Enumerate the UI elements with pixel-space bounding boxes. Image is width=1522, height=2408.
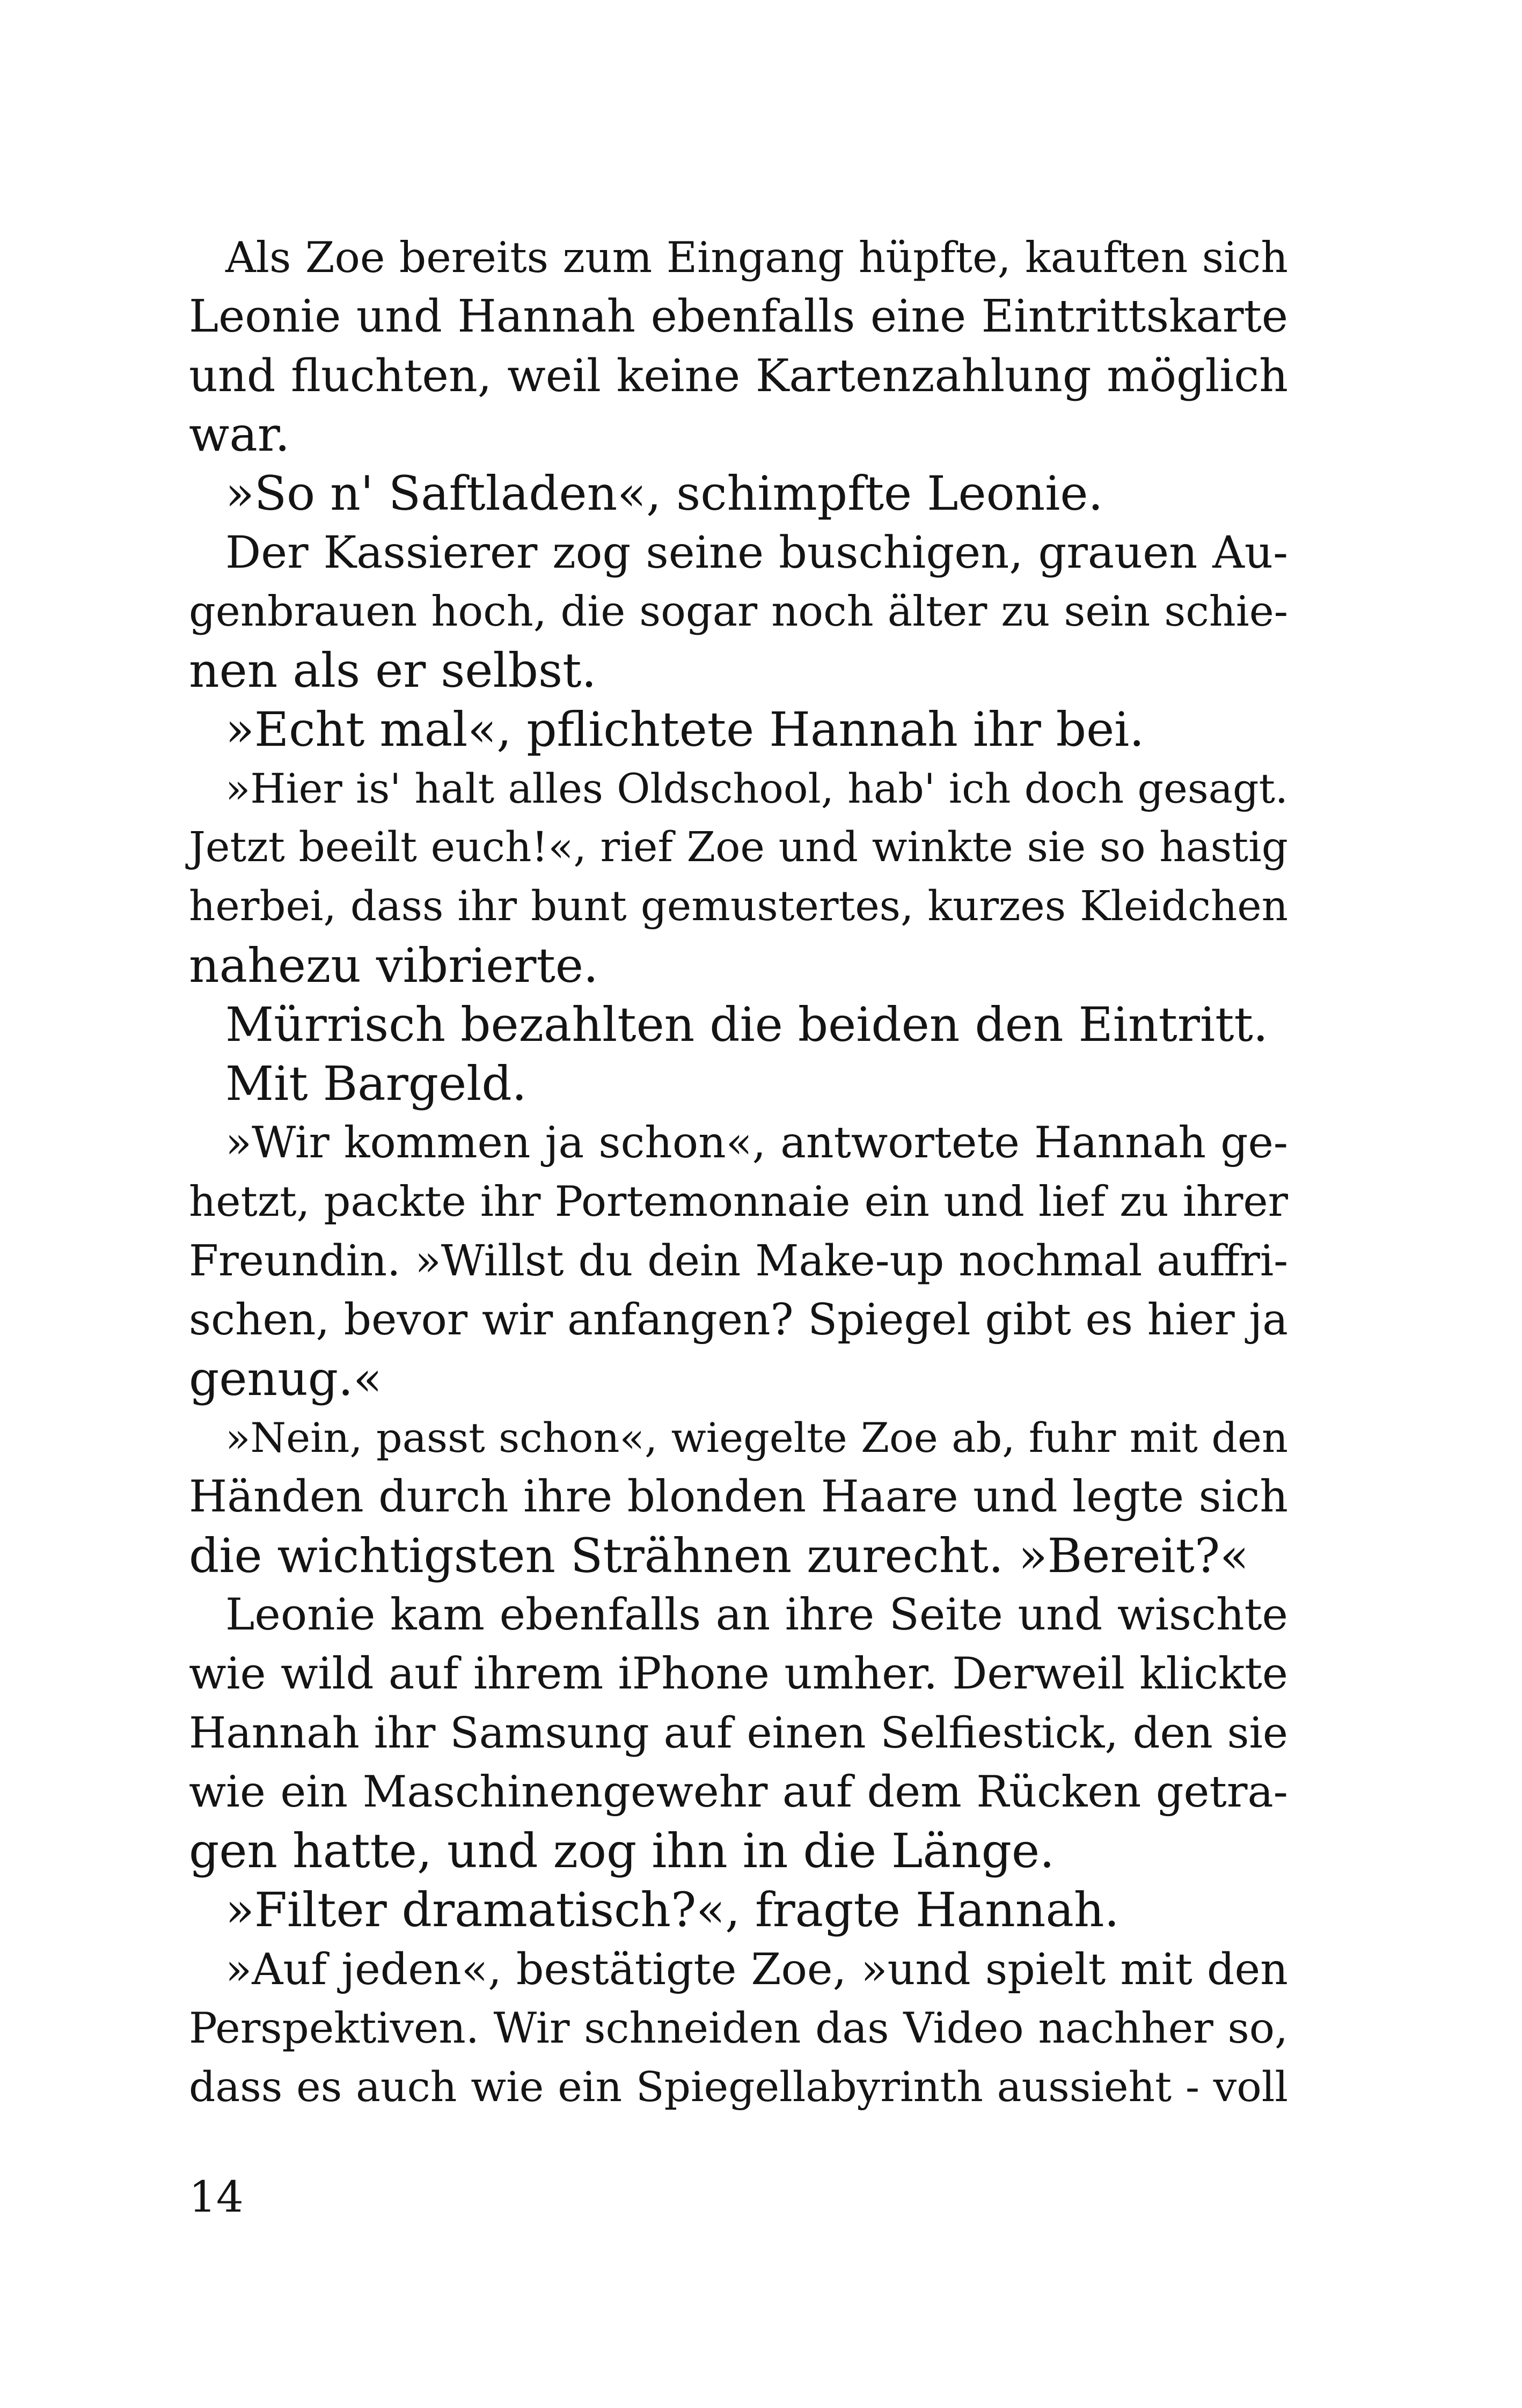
text-line: »Filter dramatisch?«, fragte Hannah. bbox=[225, 1882, 1119, 1937]
text-line: Freundin. »Willst du dein Make-up nochmal auffri- bbox=[189, 1236, 1288, 1286]
text-line: genbrauen hoch, die sogar noch älter zu sein schie- bbox=[189, 588, 1288, 636]
text-line: Leonie und Hannah ebenfalls eine Eintrittskarte bbox=[189, 290, 1288, 342]
text-line: Händen durch ihre blonden Haare und legte sich bbox=[189, 1471, 1288, 1522]
text-line: dass es auch wie ein Spiegellabyrinth aussieht - voll bbox=[189, 2063, 1288, 2111]
text-line: Mürrisch bezahlten die beiden den Eintritt. bbox=[225, 997, 1268, 1052]
text-line: Hannah ihr Samsung auf einen Selfiestick, den sie bbox=[189, 1708, 1288, 1758]
text-line: »Echt mal«, pflichtete Hannah ihr bei. bbox=[225, 702, 1145, 757]
page-number: 14 bbox=[189, 2172, 244, 2222]
text-line: Der Kassierer zog seine buschigen, grauen Au- bbox=[225, 527, 1288, 578]
text-line: »Hier is' halt alles Oldschool, hab' ich doch gesagt. bbox=[225, 765, 1288, 812]
text-line: »Nein, passt schon«, wiegelte Zoe ab, fuhr mit den bbox=[225, 1414, 1288, 1462]
text-line: und fluchten, weil keine Kartenzahlung möglich bbox=[189, 349, 1288, 402]
text-line: schen, bevor wir anfangen? Spiegel gibt es hier ja bbox=[189, 1295, 1288, 1345]
text-line: »Wir kommen ja schon«, antwortete Hannah ge- bbox=[225, 1118, 1288, 1168]
text-line: »Auf jeden«, bestätigte Zoe, »und spielt mit den bbox=[225, 1944, 1288, 1994]
text-line: war. bbox=[189, 407, 290, 462]
text-line: hetzt, packte ihr Portemonnaie ein und lief zu ihrer bbox=[189, 1177, 1288, 1226]
text-line: gen hatte, und zog ihn in die Länge. bbox=[189, 1823, 1055, 1878]
text-line: nen als er selbst. bbox=[189, 643, 597, 698]
text-line: die wichtigsten Strähnen zurecht. »Bereit?« bbox=[189, 1528, 1249, 1583]
text-line: nahezu vibrierte. bbox=[189, 938, 598, 993]
text-line: »So n' Saftladen«, schimpfte Leonie. bbox=[225, 466, 1103, 521]
text-line: genug.« bbox=[189, 1351, 382, 1406]
text-line: Perspektiven. Wir schneiden das Video nachher so, bbox=[189, 2003, 1288, 2053]
text-line: wie ein Maschinengewehr auf dem Rücken getra- bbox=[189, 1767, 1288, 1817]
text-line: Als Zoe bereits zum Eingang hüpfte, kauften sich bbox=[225, 233, 1288, 282]
text-line: Jetzt beeilt euch!«, rief Zoe und winkte sie so hastig bbox=[189, 824, 1288, 871]
text-line: herbei, dass ihr bunt gemustertes, kurzes Kleidchen bbox=[189, 883, 1288, 930]
text-line: Mit Bargeld. bbox=[225, 1056, 527, 1111]
body-text bbox=[189, 228, 1288, 2117]
text-line: wie wild auf ihrem iPhone umher. Derweil klickte bbox=[189, 1649, 1288, 1699]
text-line: Leonie kam ebenfalls an ihre Seite und wischte bbox=[225, 1589, 1288, 1640]
